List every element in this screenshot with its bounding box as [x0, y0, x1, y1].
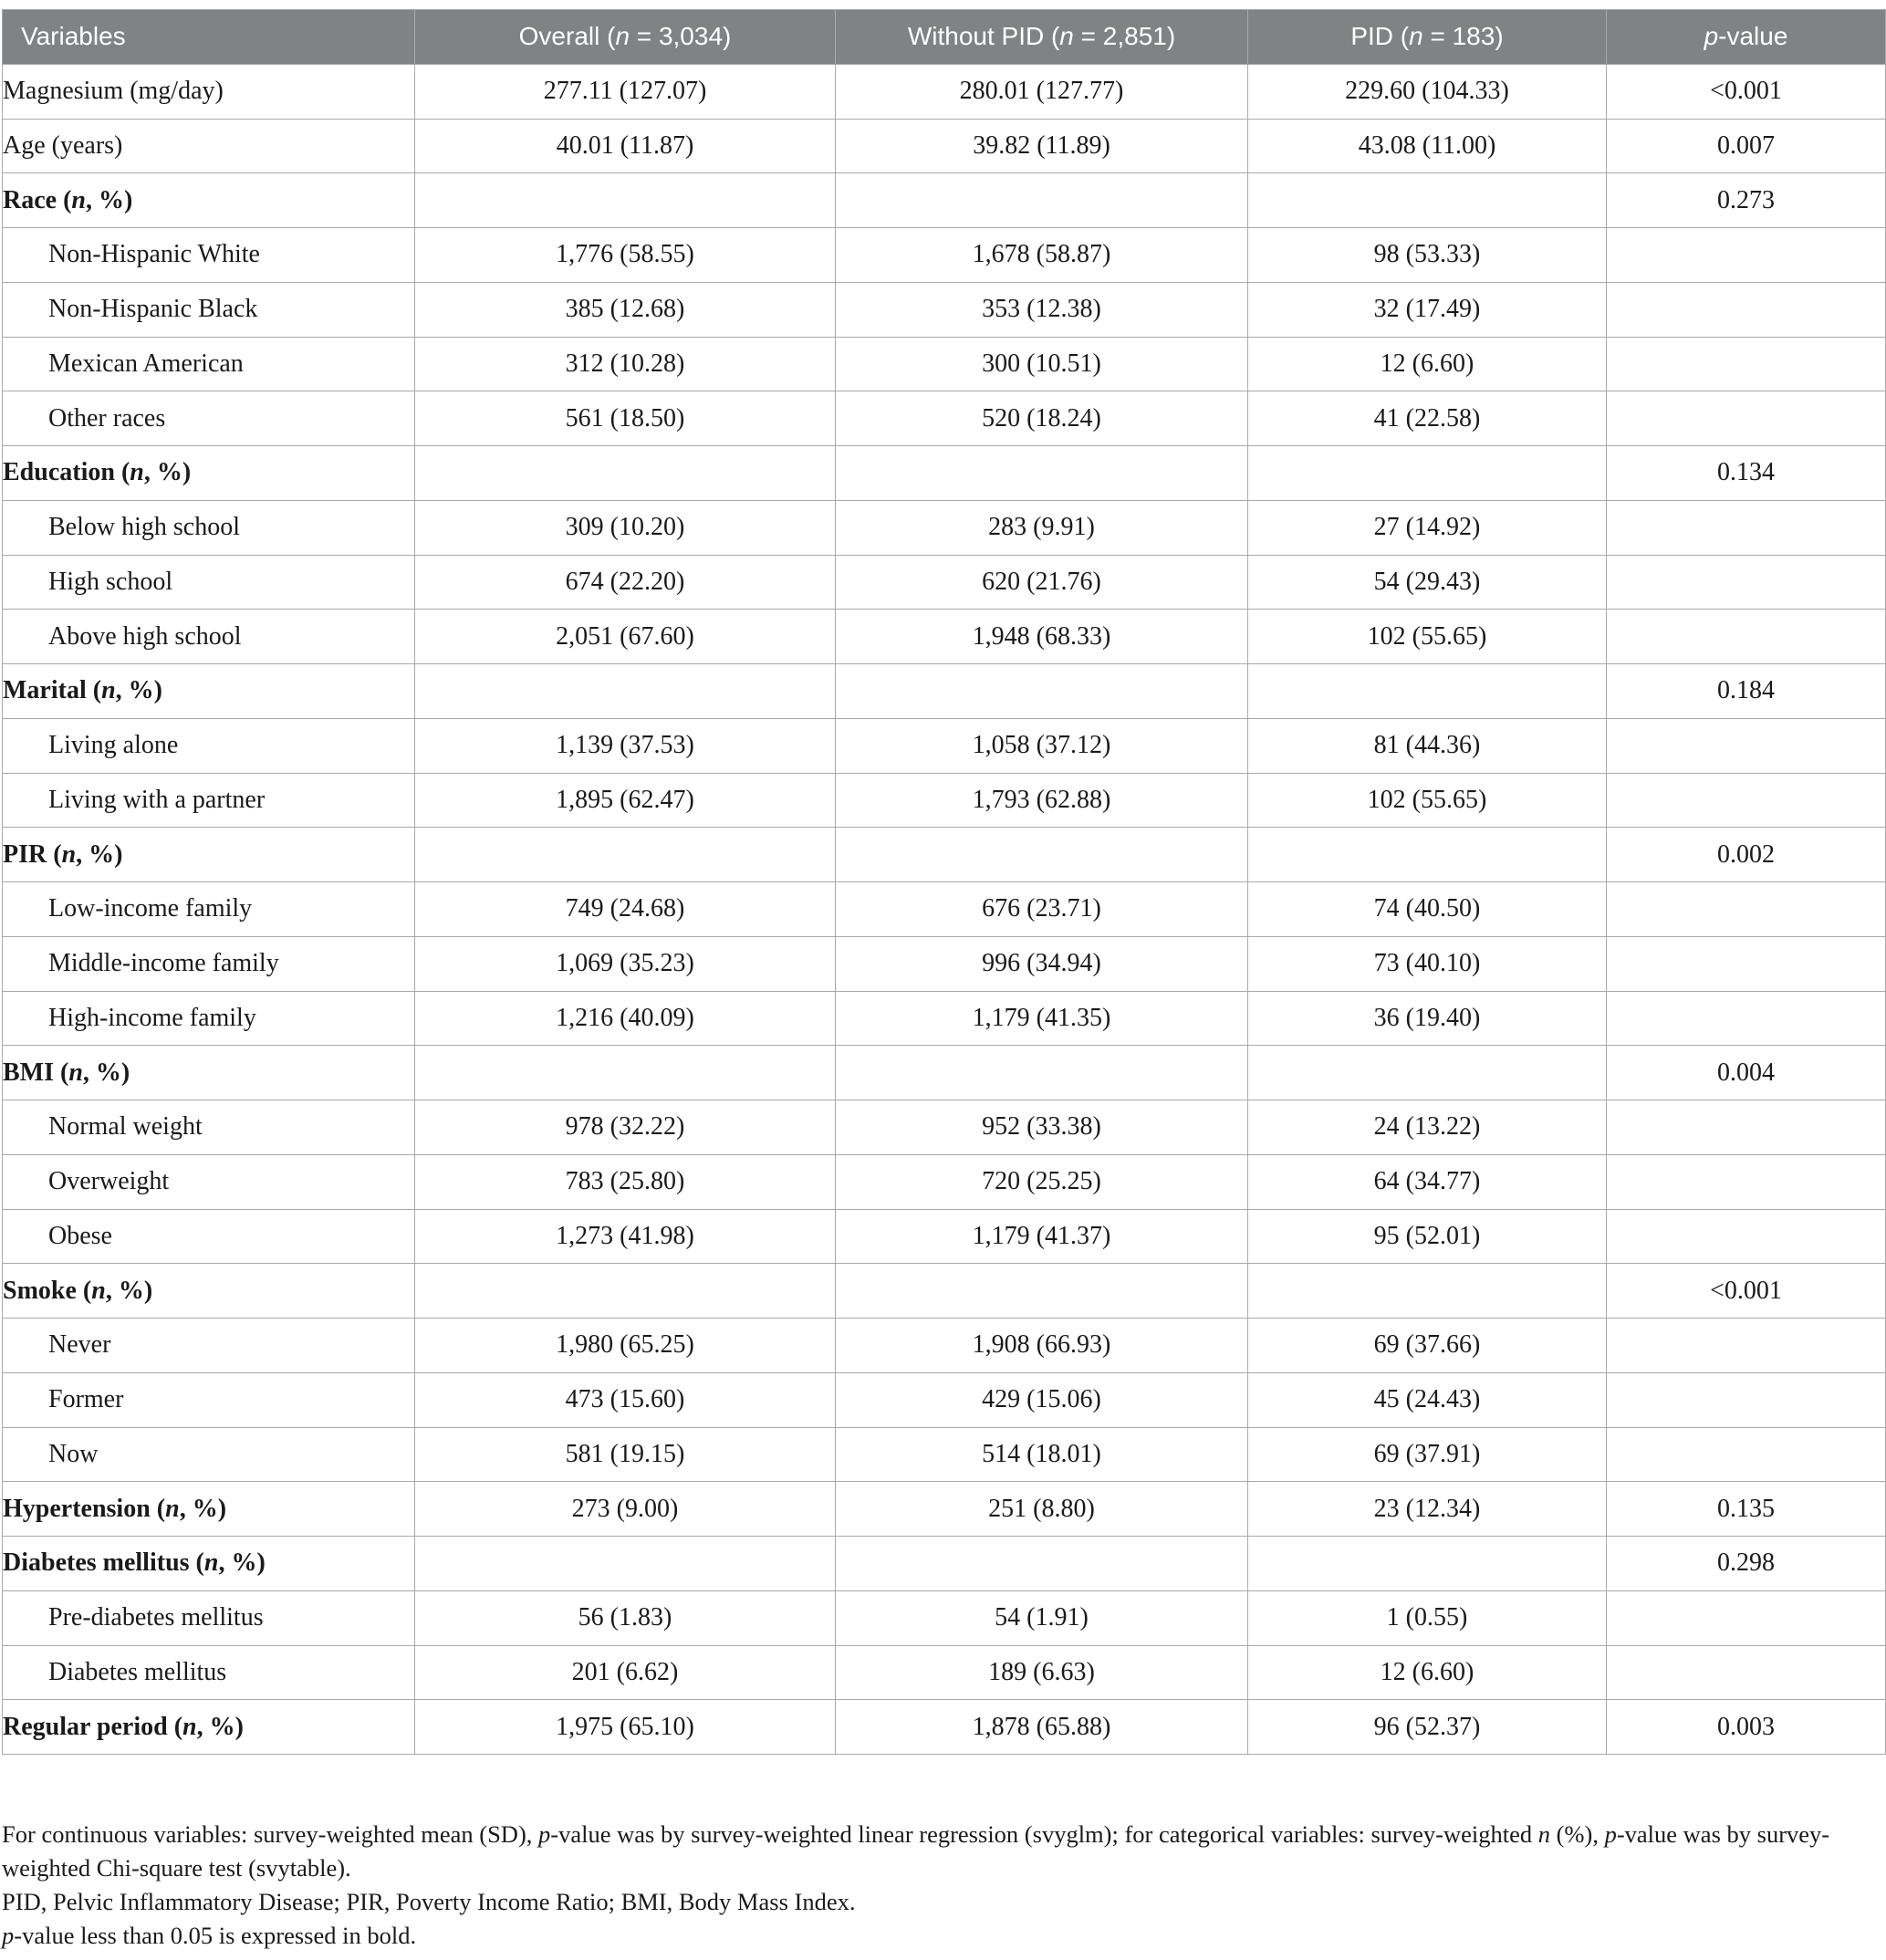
overall-cell	[415, 173, 836, 228]
without-pid-cell	[836, 1264, 1248, 1319]
baseline-characteristics-table	[2, 9, 1886, 1755]
table-row	[3, 664, 1886, 719]
row-label: Obese	[3, 1209, 415, 1264]
row-label: Pre-diabetes mellitus	[3, 1590, 415, 1645]
pid-cell: 41 (22.58)	[1248, 391, 1607, 446]
row-label: Living alone	[3, 718, 415, 773]
without-pid-cell: 676 (23.71)	[836, 882, 1248, 937]
without-pid-cell: 280.01 (127.77)	[836, 64, 1248, 119]
table-row	[3, 555, 1886, 610]
row-label: Age (years)	[3, 119, 415, 173]
group-label-text: Education (n, %)	[3, 458, 192, 487]
without-pid-cell: 251 (8.80)	[836, 1482, 1248, 1537]
overall-cell: 473 (15.60)	[415, 1372, 836, 1427]
pid-cell: 98 (53.33)	[1248, 228, 1607, 283]
table-row	[3, 64, 1886, 119]
p-value-cell	[1607, 1427, 1886, 1482]
pid-cell: 64 (34.77)	[1248, 1154, 1607, 1209]
overall-cell: 277.11 (127.07)	[415, 64, 836, 119]
group-label	[3, 446, 415, 501]
table-row	[3, 991, 1886, 1046]
without-pid-cell: 429 (15.06)	[836, 1372, 1248, 1427]
without-pid-cell: 1,948 (68.33)	[836, 610, 1248, 664]
pid-cell: 24 (13.22)	[1248, 1100, 1607, 1155]
overall-cell: 561 (18.50)	[415, 391, 836, 446]
footnote-methods: For continuous variables: survey-weighted mean (SD), p-value was by survey-weighted linear regression (svyglm); for categorical variables: survey-weighted n (%), p-value was by survey-weighted Chi-square test (svytable).	[2, 1820, 1830, 1882]
group-label-text: PIR (n, %)	[3, 839, 123, 869]
overall-cell: 2,051 (67.60)	[415, 610, 836, 664]
footnote-bold-note: p-value less than 0.05 is expressed in bold.	[2, 1922, 417, 1949]
group-label	[3, 664, 415, 719]
overall-cell: 201 (6.62)	[415, 1645, 836, 1700]
p-value-cell	[1607, 500, 1886, 555]
pid-cell: 74 (40.50)	[1248, 882, 1607, 937]
row-label: Former	[3, 1372, 415, 1427]
without-pid-cell: 1,793 (62.88)	[836, 773, 1248, 828]
without-pid-cell: 189 (6.63)	[836, 1645, 1248, 1700]
table-footnotes	[2, 1818, 1863, 1953]
p-value-cell	[1607, 882, 1886, 937]
without-pid-cell: 300 (10.51)	[836, 337, 1248, 391]
row-label: Below high school	[3, 500, 415, 555]
table-row	[3, 228, 1886, 283]
pid-cell: 96 (52.37)	[1248, 1700, 1607, 1755]
overall-cell: 385 (12.68)	[415, 282, 836, 337]
pid-cell	[1248, 1537, 1607, 1591]
without-pid-cell: 952 (33.38)	[836, 1100, 1248, 1155]
p-value-cell: 0.002	[1607, 828, 1886, 882]
table-row	[3, 173, 1886, 228]
pid-cell: 36 (19.40)	[1248, 991, 1607, 1046]
p-value-cell	[1607, 1154, 1886, 1209]
group-label-text: Marital (n, %)	[3, 676, 162, 705]
p-value-cell	[1607, 337, 1886, 391]
header-p-value: p-value	[1607, 10, 1886, 65]
p-value-cell: 0.003	[1607, 1700, 1886, 1755]
row-label: Never	[3, 1319, 415, 1373]
p-value-cell: <0.001	[1607, 1264, 1886, 1319]
row-label: Now	[3, 1427, 415, 1482]
pid-cell: 69 (37.91)	[1248, 1427, 1607, 1482]
without-pid-cell	[836, 173, 1248, 228]
table-row	[3, 936, 1886, 991]
without-pid-cell: 353 (12.38)	[836, 282, 1248, 337]
row-label: Mexican American	[3, 337, 415, 391]
pid-cell: 95 (52.01)	[1248, 1209, 1607, 1264]
overall-cell: 1,895 (62.47)	[415, 773, 836, 828]
without-pid-cell: 720 (25.25)	[836, 1154, 1248, 1209]
group-label-text: Diabetes mellitus (n, %)	[3, 1548, 266, 1578]
pid-cell: 23 (12.34)	[1248, 1482, 1607, 1537]
header-variables: Variables	[3, 10, 415, 65]
table-row	[3, 828, 1886, 882]
p-value-cell	[1607, 391, 1886, 446]
row-label: Non-Hispanic White	[3, 228, 415, 283]
group-label	[3, 1482, 415, 1537]
overall-cell: 783 (25.80)	[415, 1154, 836, 1209]
overall-cell: 1,216 (40.09)	[415, 991, 836, 1046]
row-label: Middle-income family	[3, 936, 415, 991]
group-label	[3, 1537, 415, 1591]
table-row	[3, 882, 1886, 937]
without-pid-cell: 1,878 (65.88)	[836, 1700, 1248, 1755]
without-pid-cell: 283 (9.91)	[836, 500, 1248, 555]
overall-cell	[415, 1264, 836, 1319]
table-row	[3, 1100, 1886, 1155]
without-pid-cell: 54 (1.91)	[836, 1590, 1248, 1645]
without-pid-cell: 1,678 (58.87)	[836, 228, 1248, 283]
table-row	[3, 500, 1886, 555]
group-label	[3, 1264, 415, 1319]
table-row	[3, 1154, 1886, 1209]
footnote-abbreviations: PID, Pelvic Inflammatory Disease; PIR, Poverty Income Ratio; BMI, Body Mass Index.	[2, 1888, 856, 1915]
p-value-cell	[1607, 773, 1886, 828]
pid-cell	[1248, 446, 1607, 501]
overall-cell	[415, 828, 836, 882]
table-row	[3, 1645, 1886, 1700]
table-row	[3, 337, 1886, 391]
pid-cell: 73 (40.10)	[1248, 936, 1607, 991]
row-label: Above high school	[3, 610, 415, 664]
row-label: High-income family	[3, 991, 415, 1046]
without-pid-cell	[836, 664, 1248, 719]
pid-cell: 12 (6.60)	[1248, 1645, 1607, 1700]
group-label	[3, 1700, 415, 1755]
without-pid-cell: 1,908 (66.93)	[836, 1319, 1248, 1373]
p-value-cell	[1607, 718, 1886, 773]
without-pid-cell: 39.82 (11.89)	[836, 119, 1248, 173]
pid-cell	[1248, 1264, 1607, 1319]
pid-cell: 27 (14.92)	[1248, 500, 1607, 555]
pid-cell: 102 (55.65)	[1248, 773, 1607, 828]
pid-cell: 69 (37.66)	[1248, 1319, 1607, 1373]
p-value-cell: <0.001	[1607, 64, 1886, 119]
pid-cell: 32 (17.49)	[1248, 282, 1607, 337]
pid-cell	[1248, 173, 1607, 228]
table-row	[3, 1209, 1886, 1264]
group-label-text: Race (n, %)	[3, 185, 133, 214]
without-pid-cell: 520 (18.24)	[836, 391, 1248, 446]
without-pid-cell	[836, 828, 1248, 882]
without-pid-cell: 514 (18.01)	[836, 1427, 1248, 1482]
table-row	[3, 446, 1886, 501]
p-value-cell	[1607, 228, 1886, 283]
table-row	[3, 1264, 1886, 1319]
row-label: Low-income family	[3, 882, 415, 937]
row-label: Other races	[3, 391, 415, 446]
group-label	[3, 1046, 415, 1100]
row-label: High school	[3, 555, 415, 610]
table-row	[3, 1427, 1886, 1482]
p-value-cell: 0.135	[1607, 1482, 1886, 1537]
row-label: Living with a partner	[3, 773, 415, 828]
p-value-cell	[1607, 1645, 1886, 1700]
pid-cell: 12 (6.60)	[1248, 337, 1607, 391]
group-label	[3, 828, 415, 882]
pid-cell	[1248, 1046, 1607, 1100]
overall-cell: 1,776 (58.55)	[415, 228, 836, 283]
overall-cell: 312 (10.28)	[415, 337, 836, 391]
pid-cell: 54 (29.43)	[1248, 555, 1607, 610]
without-pid-cell	[836, 1046, 1248, 1100]
group-label-text: BMI (n, %)	[3, 1058, 130, 1087]
table-row	[3, 773, 1886, 828]
p-value-cell: 0.004	[1607, 1046, 1886, 1100]
p-value-cell: 0.134	[1607, 446, 1886, 501]
group-label-text: Smoke (n, %)	[3, 1276, 153, 1305]
header-pid: PID (n = 183)	[1248, 10, 1607, 65]
p-value-cell	[1607, 1319, 1886, 1373]
overall-cell: 1,273 (41.98)	[415, 1209, 836, 1264]
pid-cell: 102 (55.65)	[1248, 610, 1607, 664]
p-value-cell	[1607, 1372, 1886, 1427]
p-value-cell	[1607, 1209, 1886, 1264]
header-without-pid: Without PID (n = 2,851)	[836, 10, 1248, 65]
without-pid-cell: 620 (21.76)	[836, 555, 1248, 610]
p-value-cell	[1607, 991, 1886, 1046]
table-row	[3, 282, 1886, 337]
table-row	[3, 1319, 1886, 1373]
p-value-cell	[1607, 1100, 1886, 1155]
overall-cell: 309 (10.20)	[415, 500, 836, 555]
pid-cell	[1248, 664, 1607, 719]
table-row	[3, 1590, 1886, 1645]
table-body	[3, 64, 1886, 1754]
overall-cell: 40.01 (11.87)	[415, 119, 836, 173]
without-pid-cell: 996 (34.94)	[836, 936, 1248, 991]
pid-cell	[1248, 828, 1607, 882]
row-label: Magnesium (mg/day)	[3, 64, 415, 119]
p-value-cell: 0.273	[1607, 173, 1886, 228]
overall-cell: 978 (32.22)	[415, 1100, 836, 1155]
pid-cell: 229.60 (104.33)	[1248, 64, 1607, 119]
overall-cell	[415, 446, 836, 501]
pid-cell: 45 (24.43)	[1248, 1372, 1607, 1427]
without-pid-cell	[836, 446, 1248, 501]
header-row	[3, 10, 1886, 65]
p-value-cell	[1607, 1590, 1886, 1645]
p-value-cell	[1607, 610, 1886, 664]
table-row	[3, 391, 1886, 446]
table-row	[3, 718, 1886, 773]
without-pid-cell: 1,058 (37.12)	[836, 718, 1248, 773]
overall-cell: 674 (22.20)	[415, 555, 836, 610]
overall-cell: 1,980 (65.25)	[415, 1319, 836, 1373]
overall-cell: 581 (19.15)	[415, 1427, 836, 1482]
group-label-text: Regular period (n, %)	[3, 1712, 244, 1741]
table-row	[3, 1700, 1886, 1755]
group-label	[3, 173, 415, 228]
overall-cell: 1,069 (35.23)	[415, 936, 836, 991]
p-value-cell	[1607, 555, 1886, 610]
table-row	[3, 119, 1886, 173]
table-row	[3, 1537, 1886, 1591]
row-label: Diabetes mellitus	[3, 1645, 415, 1700]
overall-cell: 749 (24.68)	[415, 882, 836, 937]
row-label: Normal weight	[3, 1100, 415, 1155]
p-value-cell: 0.298	[1607, 1537, 1886, 1591]
table-row	[3, 610, 1886, 664]
table-row	[3, 1046, 1886, 1100]
without-pid-cell: 1,179 (41.35)	[836, 991, 1248, 1046]
row-label: Non-Hispanic Black	[3, 282, 415, 337]
p-value-cell	[1607, 936, 1886, 991]
overall-cell	[415, 1046, 836, 1100]
without-pid-cell: 1,179 (41.37)	[836, 1209, 1248, 1264]
overall-cell	[415, 1537, 836, 1591]
header-overall: Overall (n = 3,034)	[415, 10, 836, 65]
pid-cell: 1 (0.55)	[1248, 1590, 1607, 1645]
overall-cell: 1,139 (37.53)	[415, 718, 836, 773]
group-label-text: Hypertension (n, %)	[3, 1494, 227, 1523]
overall-cell: 56 (1.83)	[415, 1590, 836, 1645]
pid-cell: 81 (44.36)	[1248, 718, 1607, 773]
p-value-cell: 0.007	[1607, 119, 1886, 173]
p-value-cell	[1607, 282, 1886, 337]
pid-cell: 43.08 (11.00)	[1248, 119, 1607, 173]
p-value-cell: 0.184	[1607, 664, 1886, 719]
overall-cell	[415, 664, 836, 719]
overall-cell: 273 (9.00)	[415, 1482, 836, 1537]
row-label: Overweight	[3, 1154, 415, 1209]
without-pid-cell	[836, 1537, 1248, 1591]
table-row	[3, 1482, 1886, 1537]
table-row	[3, 1372, 1886, 1427]
overall-cell: 1,975 (65.10)	[415, 1700, 836, 1755]
